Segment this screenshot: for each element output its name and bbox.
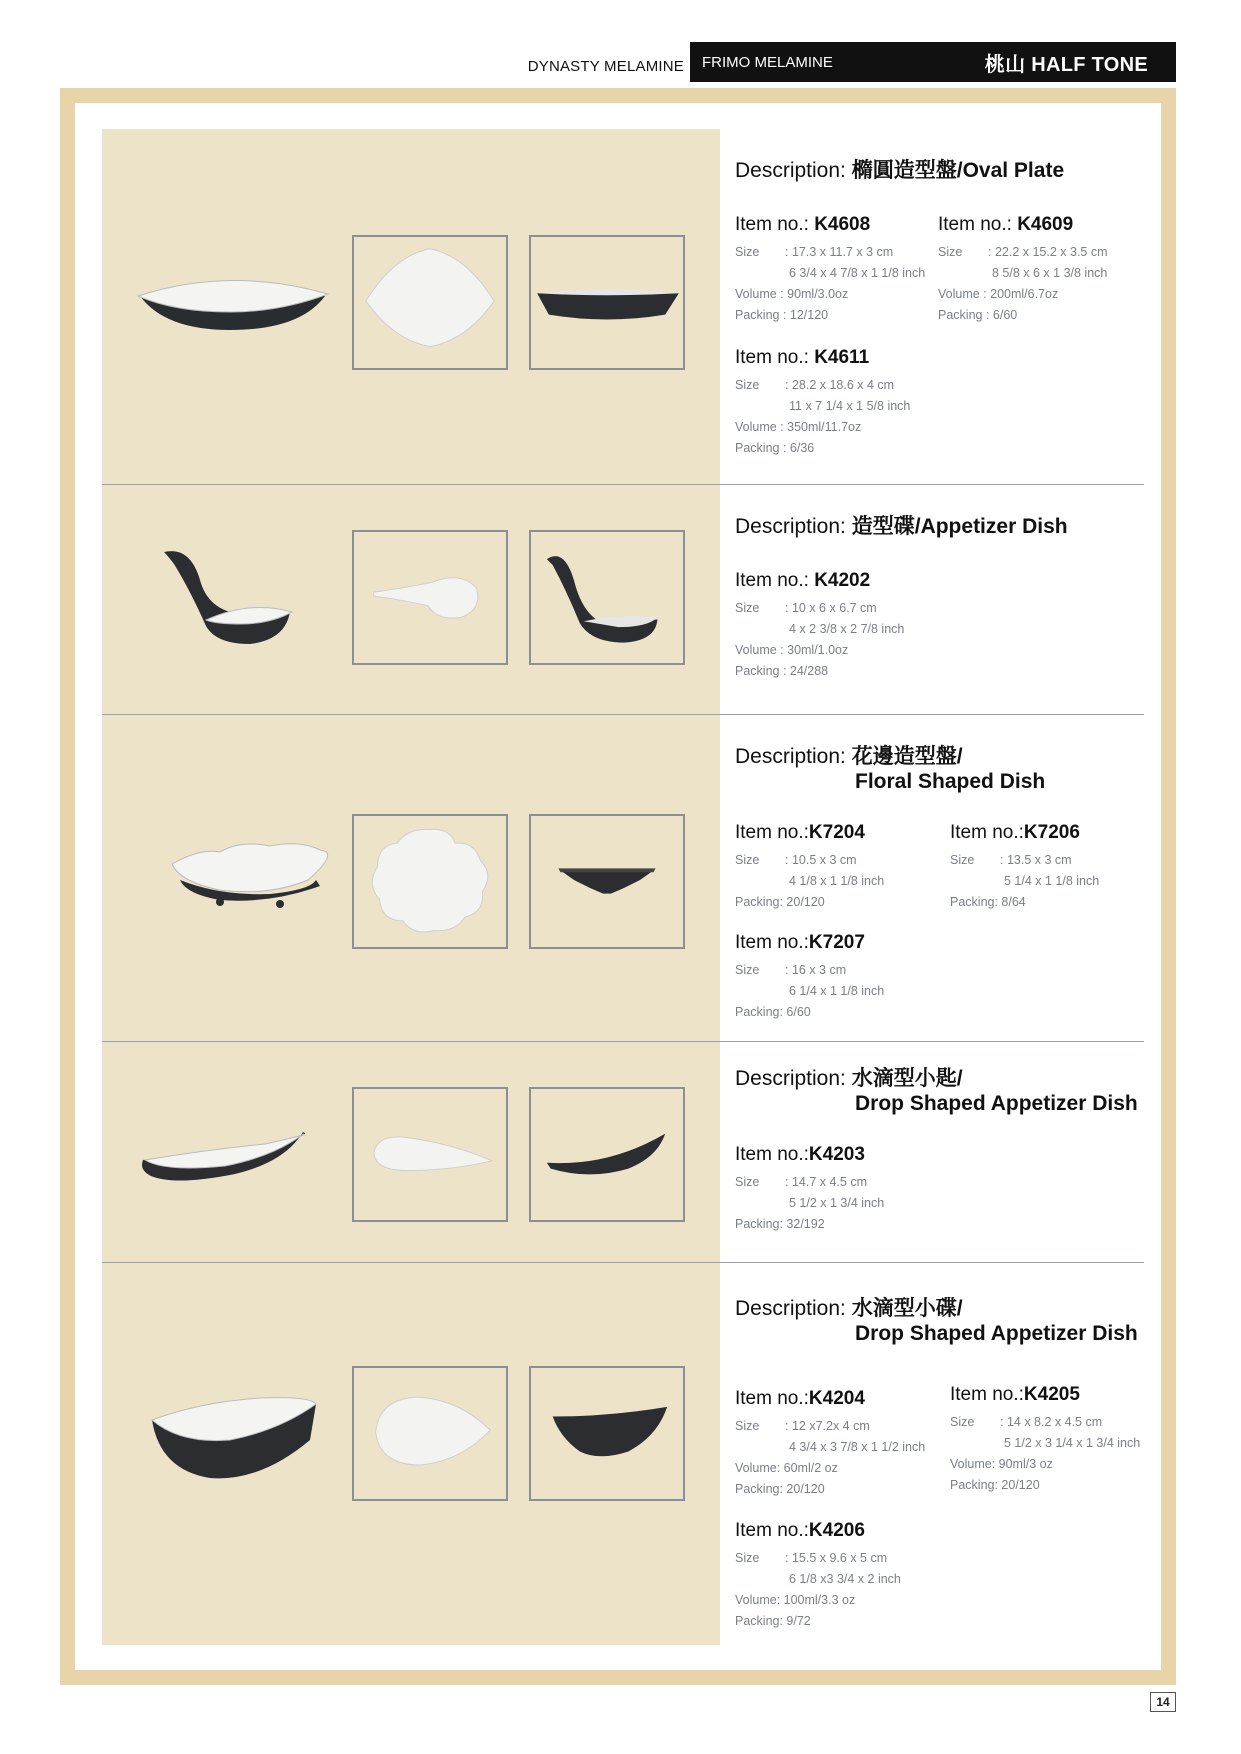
description-text: 水滴型小碟/ [851,1297,963,1320]
packing: Packing : 6/36 [735,441,815,455]
product-photo-drop-dish-profile [529,1366,685,1501]
size-cm: : 14 x 8.2 x 4.5 cm [1000,1415,1103,1429]
item-k4608 [735,212,925,326]
product-photo-oval-plate-top [352,235,508,370]
item-code: K4609 [1017,214,1074,235]
item-code: K7207 [808,932,865,953]
size-label: Size [735,963,760,977]
item-label: Item no.: [735,822,809,843]
size-inch: 11 x 7 1/4 x 1 5/8 inch [789,399,911,413]
size-inch: 4 1/8 x 1 1/8 inch [789,874,885,888]
size-inch: 8 5/8 x 6 x 1 3/8 inch [992,266,1108,280]
product-photo-floral-dish-side [160,820,380,940]
item-label: Item no.: [938,214,1012,235]
size-label: Size [938,245,963,259]
size-label: Size [735,1551,760,1565]
packing: Packing: 20/120 [735,895,825,909]
size-label: Size [735,1419,760,1433]
size-cm: : 13.5 x 3 cm [1000,853,1072,867]
description-drop-spoon [735,1066,1138,1116]
packing: Packing: 32/192 [735,1217,825,1231]
item-k4611 [735,345,910,459]
item-label: Item no.: [735,932,809,953]
page-number: 14 [1150,1692,1176,1712]
size-label: Size [950,1415,975,1429]
volume: Volume: 90ml/3 oz [950,1457,1053,1471]
size-inch: 5 1/2 x 1 3/4 inch [789,1196,885,1210]
description-floral-dish [735,744,1045,794]
description-text-english: Drop Shaped Appetizer Dish [855,1092,1138,1115]
size-cm: : 15.5 x 9.6 x 5 cm [785,1551,888,1565]
product-photo-drop-spoon-side [135,1112,355,1232]
size-label: Size [735,601,760,615]
item-code: K4611 [814,347,870,368]
size-label: Size [950,853,975,867]
size-cm: : 14.7 x 4.5 cm [785,1175,867,1189]
item-code: K7206 [1023,822,1080,843]
description-oval-plate [735,158,1064,183]
size-label: Size [735,1175,760,1189]
product-photo-drop-dish-top [352,1366,508,1501]
volume: Volume : 200ml/6.7oz [938,287,1059,301]
product-photo-oval-plate-profile [529,235,685,370]
product-photo-oval-plate-side [120,240,340,360]
size-inch: 4 3/4 x 3 7/8 x 1 1/2 inch [789,1440,926,1454]
description-text: 花邊造型盤/ [851,745,963,768]
description-label: Description: [735,515,846,538]
description-drop-dish [735,1296,1138,1346]
packing: Packing: 9/72 [735,1614,811,1628]
item-code: K7204 [808,822,865,843]
item-k7206 [950,820,1099,913]
packing: Packing : 12/120 [735,308,829,322]
packing: Packing: 20/120 [950,1478,1040,1492]
description-appetizer-dish [735,514,1068,539]
packing: Packing: 20/120 [735,1482,825,1496]
volume: Volume: 60ml/2 oz [735,1461,838,1475]
size-inch: 5 1/2 x 3 1/4 x 1 3/4 inch [1004,1436,1141,1450]
item-label: Item no.: [735,214,809,235]
packing: Packing : 24/288 [735,664,829,678]
section-divider [102,484,1144,485]
product-photo-drop-spoon-profile [529,1087,685,1222]
description-label: Description: [735,1297,846,1320]
size-inch: 6 1/8 x3 3/4 x 2 inch [789,1572,901,1586]
item-k4205 [950,1382,1140,1496]
item-code: K4204 [808,1388,865,1409]
description-label: Description: [735,159,846,182]
volume: Volume : 350ml/11.7oz [735,420,862,434]
packing: Packing: 6/60 [735,1005,811,1019]
size-inch: 5 1/4 x 1 1/8 inch [1004,874,1100,888]
product-photo-appetizer-dish-side [150,540,370,660]
packing: Packing: 8/64 [950,895,1026,909]
item-k4202 [735,568,904,682]
size-cm: : 10.5 x 3 cm [785,853,857,867]
item-code: K4202 [814,570,871,591]
description-label: Description: [735,745,846,768]
header-dynasty-melamine: DYNASTY MELAMINE [527,57,684,75]
size-label: Size [735,378,760,392]
section-divider [102,1041,1144,1042]
packing: Packing : 6/60 [938,308,1018,322]
header-frimo-melamine: FRIMO MELAMINE [702,53,833,71]
product-photo-drop-spoon-top [352,1087,508,1222]
description-label: Description: [735,1067,846,1090]
size-cm: : 22.2 x 15.2 x 3.5 cm [988,245,1108,259]
item-k7204 [735,820,884,913]
item-code: K4205 [1023,1384,1080,1405]
size-cm: : 17.3 x 11.7 x 3 cm [785,245,894,259]
item-label: Item no.: [950,1384,1024,1405]
section-divider [102,714,1144,715]
size-cm: : 12 x7.2x 4 cm [785,1419,870,1433]
description-text-english: Drop Shaped Appetizer Dish [855,1322,1138,1345]
product-photo-drop-dish-side [140,1380,360,1500]
item-k4609 [938,212,1108,326]
item-k4206 [735,1518,901,1632]
header-half-tone: 桃山 HALF TONE [984,53,1148,76]
section-divider [102,1262,1144,1263]
size-inch: 6 1/4 x 1 1/8 inch [789,984,885,998]
product-photo-appetizer-dish-profile [529,530,685,665]
description-text: 造型碟/Appetizer Dish [851,515,1068,538]
description-text: 水滴型小匙/ [851,1067,963,1090]
product-photo-appetizer-dish-top [352,530,508,665]
size-inch: 4 x 2 3/8 x 2 7/8 inch [789,622,905,636]
item-label: Item no.: [735,1520,809,1541]
item-code: K4203 [808,1144,865,1165]
size-cm: : 28.2 x 18.6 x 4 cm [785,378,895,392]
volume: Volume : 30ml/1.0oz [735,643,849,657]
volume: Volume: 100ml/3.3 oz [735,1593,856,1607]
description-text: 橢圓造型盤/Oval Plate [851,159,1065,182]
description-text-english: Floral Shaped Dish [855,770,1046,793]
item-k7207 [735,930,884,1023]
volume: Volume : 90ml/3.0oz [735,287,849,301]
header-bar [690,42,1176,82]
item-label: Item no.: [735,1144,809,1165]
item-code: K4608 [814,214,871,235]
size-inch: 6 3/4 x 4 7/8 x 1 1/8 inch [789,266,926,280]
product-photo-floral-dish-profile [529,814,685,949]
size-label: Size [735,853,760,867]
item-code: K4206 [808,1520,865,1541]
item-label: Item no.: [735,1388,809,1409]
size-cm: : 10 x 6 x 6.7 cm [785,601,877,615]
size-cm: : 16 x 3 cm [785,963,847,977]
item-label: Item no.: [735,570,809,591]
item-label: Item no.: [735,347,809,368]
size-label: Size [735,245,760,259]
item-k4204 [735,1386,925,1500]
item-label: Item no.: [950,822,1024,843]
product-photo-floral-dish-top [352,814,508,949]
item-k4203 [735,1142,884,1235]
